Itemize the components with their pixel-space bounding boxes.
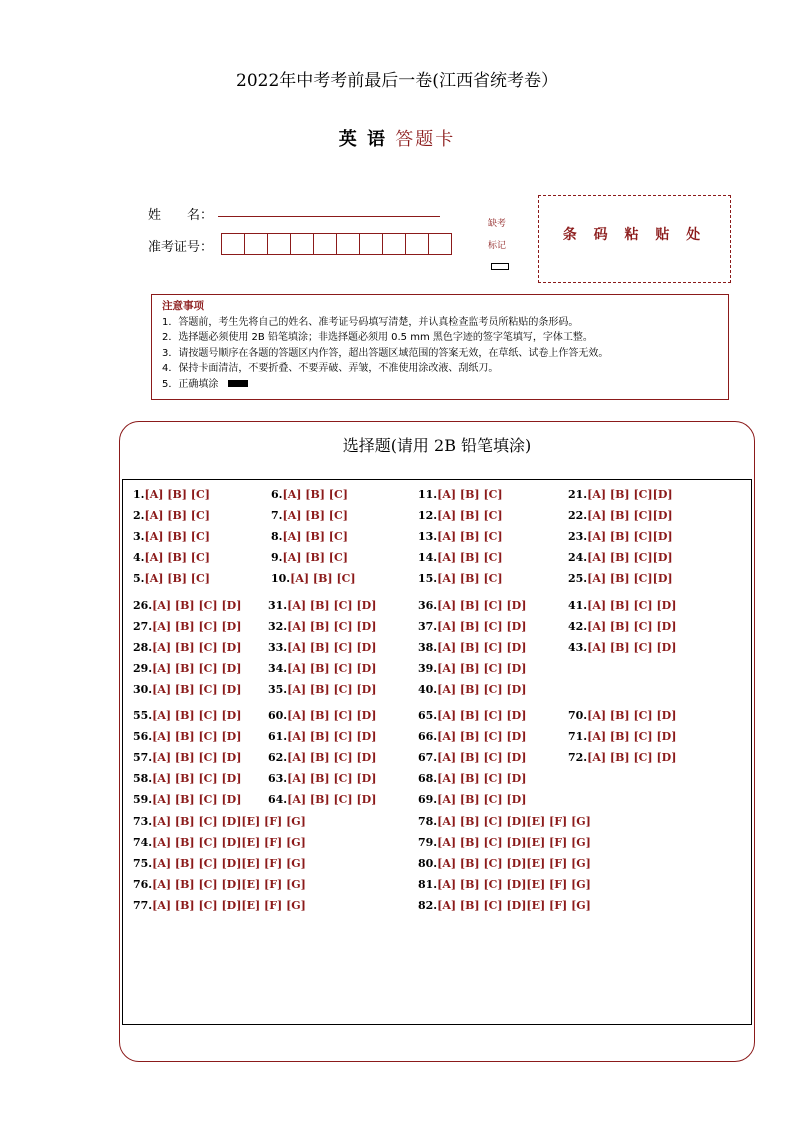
question-number: 63. [268,772,288,785]
question-number: 70. [568,709,588,722]
notice-item-fill-example [162,377,728,393]
question-number: 15. [418,572,438,585]
answer-options[interactable]: [A] [B] [C] [D][E] [F] [G] [437,899,591,912]
question-number: 82. [418,899,438,912]
question-number: 61. [268,730,288,743]
question-6[interactable] [271,488,348,501]
id-digit-box[interactable] [290,233,314,255]
absent-label-line2: 标记 [487,241,506,251]
notice-title: 注意事项 [162,300,204,312]
question-55[interactable] [133,709,241,722]
notice-item: 1．答题前，考生先将自己的姓名、准考证号码填写清楚，并认真检查监考员所粘贴的条形码。 [162,316,579,328]
question-number: 62. [268,751,288,764]
question-32[interactable] [268,620,376,633]
answer-options[interactable]: [A] [B] [C] [D] [437,709,527,722]
question-number: 64. [268,793,288,806]
answer-options[interactable]: [A] [B] [C] [D] [287,599,377,612]
answer-options[interactable]: [A] [B] [C] [D] [587,730,677,743]
question-11[interactable] [418,488,503,501]
question-number: 6. [271,488,283,501]
answer-options[interactable]: [A] [B] [C] [D] [152,772,242,785]
question-72[interactable] [568,751,676,764]
question-number: 67. [418,751,438,764]
question-23[interactable] [568,530,673,543]
question-number: 25. [568,572,588,585]
question-40[interactable] [418,683,526,696]
absent-label-line1: 缺考 [487,219,506,229]
answer-options[interactable]: [A] [B] [C] [D] [287,751,377,764]
question-61[interactable] [268,730,376,743]
question-number: 22. [568,509,588,522]
question-3[interactable] [133,530,210,543]
id-digit-box[interactable] [313,233,337,255]
question-67[interactable] [418,751,526,764]
answer-options[interactable]: [A] [B] [C] [D] [437,730,527,743]
answer-options[interactable]: [A] [B] [C] [D] [287,793,377,806]
notice-box [151,294,729,400]
question-number: 24. [568,551,588,564]
subject-title [0,125,794,151]
question-number: 4. [133,551,145,564]
question-70[interactable] [568,709,676,722]
question-80[interactable] [418,857,591,870]
answer-options[interactable]: [A] [B] [C] [D][E] [F] [G] [152,836,306,849]
question-13[interactable] [418,530,503,543]
answer-options[interactable]: [A] [B] [C] [144,488,210,501]
answer-options[interactable]: [A] [B] [C] [144,551,210,564]
answer-options[interactable]: [A] [B] [C] [D] [437,683,527,696]
question-8[interactable] [271,530,348,543]
question-number: 40. [418,683,438,696]
notice-item: 2．选择题必须使用 2B 铅笔填涂；非选择题必须用 0.5 mm 黑色字迹的签字笔填写，字体工整。 [162,332,593,343]
answer-options[interactable]: [A] [B] [C] [D][E] [F] [G] [152,857,306,870]
question-number: 68. [418,772,438,785]
question-number: 38. [418,641,438,654]
question-number: 7. [271,509,283,522]
question-number: 59. [133,793,153,806]
answer-options[interactable]: [A] [B] [C] [D] [152,709,242,722]
question-56[interactable] [133,730,241,743]
page-title: 2022年中考考前最后一卷(江西省统考卷） [236,71,558,91]
question-number: 27. [133,620,153,633]
question-number: 77. [133,899,153,912]
question-21[interactable] [568,488,673,501]
answer-options[interactable]: [A] [B] [C] [D] [287,662,377,675]
question-number: 65. [418,709,438,722]
question-65[interactable] [418,709,526,722]
answer-options[interactable]: [A] [B] [C] [D] [152,683,242,696]
question-number: 31. [268,599,288,612]
question-63[interactable] [268,772,376,785]
question-39[interactable] [418,662,526,675]
answer-options[interactable]: [A] [B] [C][D] [587,509,673,522]
question-1[interactable] [133,488,210,501]
question-79[interactable] [418,836,591,849]
question-number: 43. [568,641,588,654]
question-4[interactable] [133,551,210,564]
answer-options[interactable]: [A] [B] [C] [282,488,348,501]
question-66[interactable] [418,730,526,743]
question-59[interactable] [133,793,241,806]
filled-mark-example [228,380,248,387]
answer-options[interactable]: [A] [B] [C] [D] [152,730,242,743]
answer-options[interactable]: [A] [B] [C] [282,530,348,543]
question-27[interactable] [133,620,241,633]
question-number: 23. [568,530,588,543]
id-digit-box[interactable] [267,233,291,255]
question-number: 56. [133,730,153,743]
answer-options[interactable]: [A] [B] [C] [437,488,503,501]
answer-options[interactable]: [A] [B] [C] [D][E] [F] [G] [437,836,591,849]
absent-mark-label [482,213,512,257]
question-71[interactable] [568,730,676,743]
question-76[interactable] [133,878,306,891]
answer-options[interactable]: [A] [B] [C] [D] [587,751,677,764]
question-number: 1. [133,488,145,501]
answer-options[interactable]: [A] [B] [C] [D] [287,620,377,633]
answer-options[interactable]: [A] [B] [C] [437,572,503,585]
answer-options[interactable]: [A] [B] [C] [437,509,503,522]
answer-options[interactable]: [A] [B] [C] [D][E] [F] [G] [437,815,591,828]
answer-options[interactable]: [A] [B] [C] [D][E] [F] [G] [152,899,306,912]
question-number: 35. [268,683,288,696]
question-number: 36. [418,599,438,612]
answer-options[interactable]: [A] [B] [C] [D] [437,662,527,675]
answer-options[interactable]: [A] [B] [C] [D] [587,599,677,612]
name-field[interactable] [218,216,440,217]
answer-options[interactable]: [A] [B] [C] [D] [287,709,377,722]
answer-options[interactable]: [A] [B] [C] [D] [152,662,242,675]
question-24[interactable] [568,551,673,564]
notice-item: 5．正确填涂 [162,378,219,390]
question-5[interactable] [133,572,210,585]
question-number: 11. [418,488,438,501]
question-number: 76. [133,878,153,891]
question-number: 13. [418,530,438,543]
id-number-boxes[interactable] [222,233,452,255]
answer-options[interactable]: [A] [B] [C] [D] [437,641,527,654]
question-number: 37. [418,620,438,633]
answer-options[interactable]: [A] [B] [C] [144,509,210,522]
question-number: 39. [418,662,438,675]
answer-options[interactable]: [A] [B] [C] [437,530,503,543]
question-number: 80. [418,857,438,870]
question-number: 55. [133,709,153,722]
answer-options[interactable]: [A] [B] [C] [D] [287,641,377,654]
answer-options[interactable]: [A] [B] [C] [D] [152,751,242,764]
barcode-label: 条 码 粘 贴 处 [562,227,707,243]
question-9[interactable] [271,551,348,564]
question-68[interactable] [418,772,526,785]
question-number: 78. [418,815,438,828]
question-38[interactable] [418,641,526,654]
answer-options[interactable]: [A] [B] [C] [D] [287,683,377,696]
id-digit-box[interactable] [428,233,452,255]
answer-options[interactable]: [A] [B] [C] [D] [437,620,527,633]
answer-options[interactable]: [A] [B] [C][D] [587,572,673,585]
answer-options[interactable]: [A] [B] [C] [D] [587,709,677,722]
card-label: 答题卡 [395,129,456,150]
question-60[interactable] [268,709,376,722]
question-number: 69. [418,793,438,806]
question-43[interactable] [568,641,676,654]
question-2[interactable] [133,509,210,522]
answer-options[interactable]: [A] [B] [C] [D][E] [F] [G] [152,878,306,891]
answer-options[interactable]: [A] [B] [C] [D] [287,730,377,743]
answer-options[interactable]: [A] [B] [C] [D] [587,620,677,633]
question-77[interactable] [133,899,306,912]
question-37[interactable] [418,620,526,633]
question-74[interactable] [133,836,306,849]
answer-options[interactable]: [A] [B] [C] [D] [437,751,527,764]
id-digit-box[interactable] [359,233,383,255]
question-58[interactable] [133,772,241,785]
question-number: 8. [271,530,283,543]
id-digit-box[interactable] [382,233,406,255]
question-15[interactable] [418,572,503,585]
question-number: 42. [568,620,588,633]
question-33[interactable] [268,641,376,654]
question-14[interactable] [418,551,503,564]
question-34[interactable] [268,662,376,675]
name-label: 姓 名： [148,208,214,223]
question-10[interactable] [271,572,356,585]
answer-options[interactable]: [A] [B] [C] [282,551,348,564]
question-number: 75. [133,857,153,870]
answer-options[interactable]: [A] [B] [C][D] [587,551,673,564]
question-30[interactable] [133,683,241,696]
notice-item: 4．保持卡面清洁，不要折叠、不要弄破、弄皱，不准使用涂改液、刮纸刀。 [162,363,499,374]
question-26[interactable] [133,599,241,612]
question-31[interactable] [268,599,376,612]
answer-options[interactable]: [A] [B] [C] [D] [152,641,242,654]
question-number: 79. [418,836,438,849]
question-number: 41. [568,599,588,612]
question-36[interactable] [418,599,526,612]
question-22[interactable] [568,509,673,522]
question-number: 60. [268,709,288,722]
answer-options[interactable]: [A] [B] [C] [D][E] [F] [G] [152,815,306,828]
question-73[interactable] [133,815,306,828]
notice-item: 3．请按题号顺序在各题的答题区内作答，超出答题区域范围的答案无效，在草纸、试卷上作答无效。 [162,347,609,359]
question-number: 9. [271,551,283,564]
id-label: 准考证号： [148,240,214,255]
subject-name: 英 语 [338,129,387,150]
barcode-area [538,195,731,283]
section-title: 选择题(请用 2B 铅笔填涂) [342,436,532,455]
question-29[interactable] [133,662,241,675]
question-number: 2. [133,509,145,522]
question-69[interactable] [418,793,526,806]
question-number: 26. [133,599,153,612]
id-digit-box[interactable] [221,233,245,255]
question-number: 28. [133,641,153,654]
absent-mark-box[interactable] [491,263,509,270]
answer-options[interactable]: [A] [B] [C][D] [587,530,673,543]
id-digit-box[interactable] [405,233,429,255]
question-41[interactable] [568,599,676,612]
question-number: 5. [133,572,145,585]
question-number: 12. [418,509,438,522]
question-number: 66. [418,730,438,743]
question-82[interactable] [418,899,591,912]
question-7[interactable] [271,509,348,522]
answer-options[interactable]: [A] [B] [C][D] [587,488,673,501]
question-12[interactable] [418,509,503,522]
question-number: 32. [268,620,288,633]
question-35[interactable] [268,683,376,696]
question-78[interactable] [418,815,591,828]
question-62[interactable] [268,751,376,764]
question-number: 21. [568,488,588,501]
id-digit-box[interactable] [336,233,360,255]
answer-options[interactable]: [A] [B] [C] [290,572,356,585]
answer-options[interactable]: [A] [B] [C] [D] [287,772,377,785]
question-64[interactable] [268,793,376,806]
question-number: 72. [568,751,588,764]
question-number: 34. [268,662,288,675]
answer-options[interactable]: [A] [B] [C] [D] [437,772,527,785]
question-57[interactable] [133,751,241,764]
id-digit-box[interactable] [244,233,268,255]
question-81[interactable] [418,878,591,891]
answer-options[interactable]: [A] [B] [C] [282,509,348,522]
question-number: 10. [271,572,291,585]
question-number: 30. [133,683,153,696]
question-28[interactable] [133,641,241,654]
answer-options[interactable]: [A] [B] [C] [D] [152,620,242,633]
answer-options[interactable]: [A] [B] [C] [D] [152,793,242,806]
answer-options[interactable]: [A] [B] [C] [437,551,503,564]
question-number: 74. [133,836,153,849]
question-number: 29. [133,662,153,675]
answer-options[interactable]: [A] [B] [C] [D][E] [F] [G] [437,857,591,870]
question-number: 57. [133,751,153,764]
question-number: 71. [568,730,588,743]
answer-options[interactable]: [A] [B] [C] [144,530,210,543]
answer-options[interactable]: [A] [B] [C] [D] [152,599,242,612]
answer-options[interactable]: [A] [B] [C] [D] [437,599,527,612]
answer-options[interactable]: [A] [B] [C] [144,572,210,585]
question-number: 33. [268,641,288,654]
answer-options[interactable]: [A] [B] [C] [D][E] [F] [G] [437,878,591,891]
question-number: 58. [133,772,153,785]
answer-options[interactable]: [A] [B] [C] [D] [437,793,527,806]
question-75[interactable] [133,857,306,870]
question-number: 81. [418,878,438,891]
answer-options[interactable]: [A] [B] [C] [D] [587,641,677,654]
question-number: 14. [418,551,438,564]
question-25[interactable] [568,572,673,585]
question-42[interactable] [568,620,676,633]
question-number: 73. [133,815,153,828]
question-number: 3. [133,530,145,543]
